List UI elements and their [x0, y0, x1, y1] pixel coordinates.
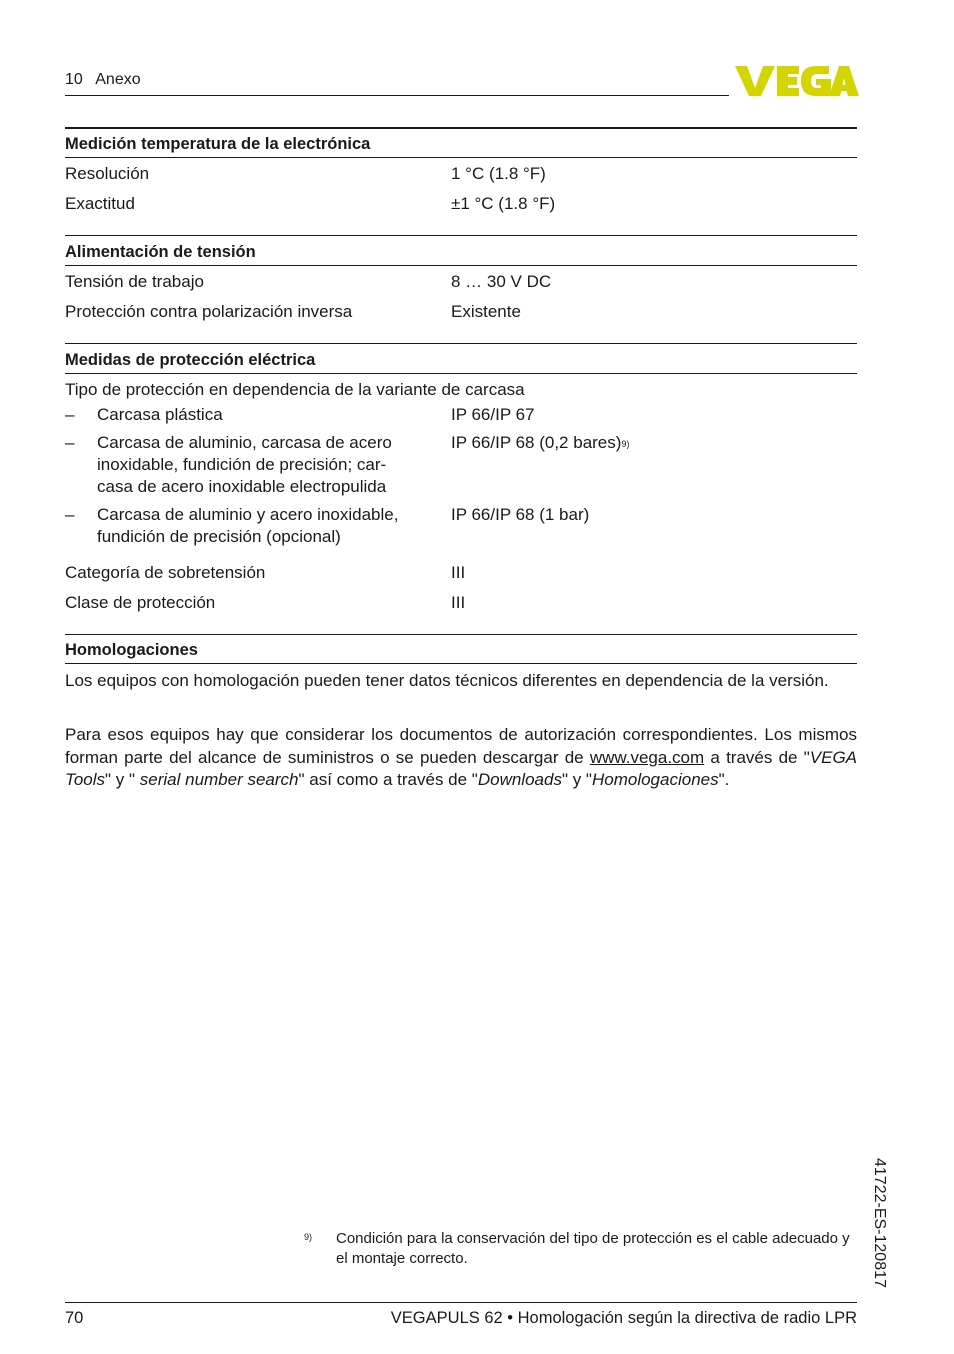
- section-title-protection: Medidas de protección eléctrica: [65, 351, 316, 369]
- footnote-reference: 9): [621, 439, 630, 449]
- row-value-reverse-polarity: Existente: [451, 302, 521, 321]
- text-run: ".: [718, 770, 730, 789]
- header-section-label: 10 Anexo: [65, 71, 141, 88]
- row-value-protection-class: III: [451, 593, 466, 612]
- list-item-value-wrap: [451, 433, 629, 453]
- text-run: " y ": [561, 770, 592, 789]
- list-item-housing: [97, 432, 392, 498]
- row-value-overvoltage: III: [451, 563, 466, 582]
- section-rule: [65, 235, 857, 236]
- vega-website-link[interactable]: www.vega.com: [589, 747, 705, 767]
- document-code: 41722-ES-120817: [871, 1158, 888, 1288]
- list-item-housing: [97, 404, 223, 426]
- emphasis-downloads: Downloads: [477, 770, 562, 789]
- section-rule: [65, 343, 857, 344]
- vega-logo: [735, 62, 859, 100]
- list-dash: –: [65, 433, 75, 452]
- row-label-protection-class: Clase de protección: [65, 593, 216, 612]
- list-item-line: inoxidable, fundición de precisión; car-: [97, 455, 387, 474]
- text-run: Para esos equipos hay que considerar los documentos de autorización correspondientes. Los mismos forman parte del alcance de suministros o se pueden descargar de: [65, 725, 857, 767]
- footnote-mark: 9): [304, 1232, 313, 1242]
- text-run: " y ": [105, 770, 140, 789]
- section-rule: [65, 373, 857, 374]
- list-item-line: fundición de precisión (opcional): [97, 527, 341, 546]
- row-label-reverse-polarity: Protección contra polarización inversa: [65, 302, 353, 321]
- list-dash: –: [65, 405, 75, 424]
- section-rule: [65, 127, 857, 129]
- footer-rule: [65, 1302, 857, 1303]
- row-label-accuracy: Exactitud: [65, 194, 135, 213]
- header-rule: [65, 95, 729, 96]
- protection-intro: Tipo de protección en dependencia de la variante de carcasa: [65, 380, 525, 399]
- text-run: " así como a través de ": [298, 770, 478, 789]
- row-value-resolution: 1 °C (1.8 °F): [451, 164, 546, 183]
- section-title-power: Alimentación de tensión: [65, 243, 256, 261]
- list-item-line: Carcasa de aluminio, carcasa de acero: [97, 433, 392, 452]
- section-rule: [65, 265, 857, 266]
- row-label-resolution: Resolución: [65, 164, 150, 183]
- section-title-temperature: Medición temperatura de la electrónica: [65, 135, 371, 153]
- emphasis-serial-number-search: serial number search: [139, 770, 299, 789]
- list-dash: –: [65, 505, 75, 524]
- section-rule: [65, 634, 857, 635]
- list-item-value: IP 66/IP 67: [451, 405, 535, 424]
- page-number: 70: [65, 1309, 84, 1327]
- approvals-paragraph-2: [65, 724, 857, 792]
- section-title-approvals: Homologaciones: [65, 641, 198, 659]
- footer-title: VEGAPULS 62 • Homologación según la directiva de radio LPR: [390, 1309, 857, 1327]
- list-item-value: IP 66/IP 68 (1 bar): [451, 505, 590, 524]
- row-label-overvoltage: Categoría de sobretensión: [65, 563, 266, 582]
- row-value-accuracy: ±1 °C (1.8 °F): [451, 194, 556, 213]
- list-item-line: Carcasa plástica: [97, 405, 223, 424]
- list-item-line: Carcasa de aluminio y acero inoxidable,: [97, 505, 399, 524]
- list-item-value: IP 66/IP 68 (0,2 bares): [451, 433, 622, 452]
- section-rule: [65, 157, 857, 158]
- emphasis-homologaciones: Homologaciones: [591, 770, 719, 789]
- list-item-housing: [97, 504, 398, 548]
- text-run: a través de ": [704, 747, 810, 767]
- emphasis-vega-tools: VEGA Tools: [65, 747, 858, 789]
- section-rule: [65, 663, 857, 664]
- approvals-paragraph-1: Los equipos con homologación pueden tener datos técnicos diferentes en dependencia de la versión.: [65, 671, 829, 690]
- row-label-voltage: Tensión de trabajo: [65, 272, 204, 291]
- footnote-text: Condición para la conservación del tipo de protección es el cable adecuado y el montaje correcto.: [336, 1230, 850, 1267]
- list-item-line: casa de acero inoxidable electropulida: [97, 477, 387, 496]
- row-value-voltage: 8 … 30 V DC: [451, 272, 552, 291]
